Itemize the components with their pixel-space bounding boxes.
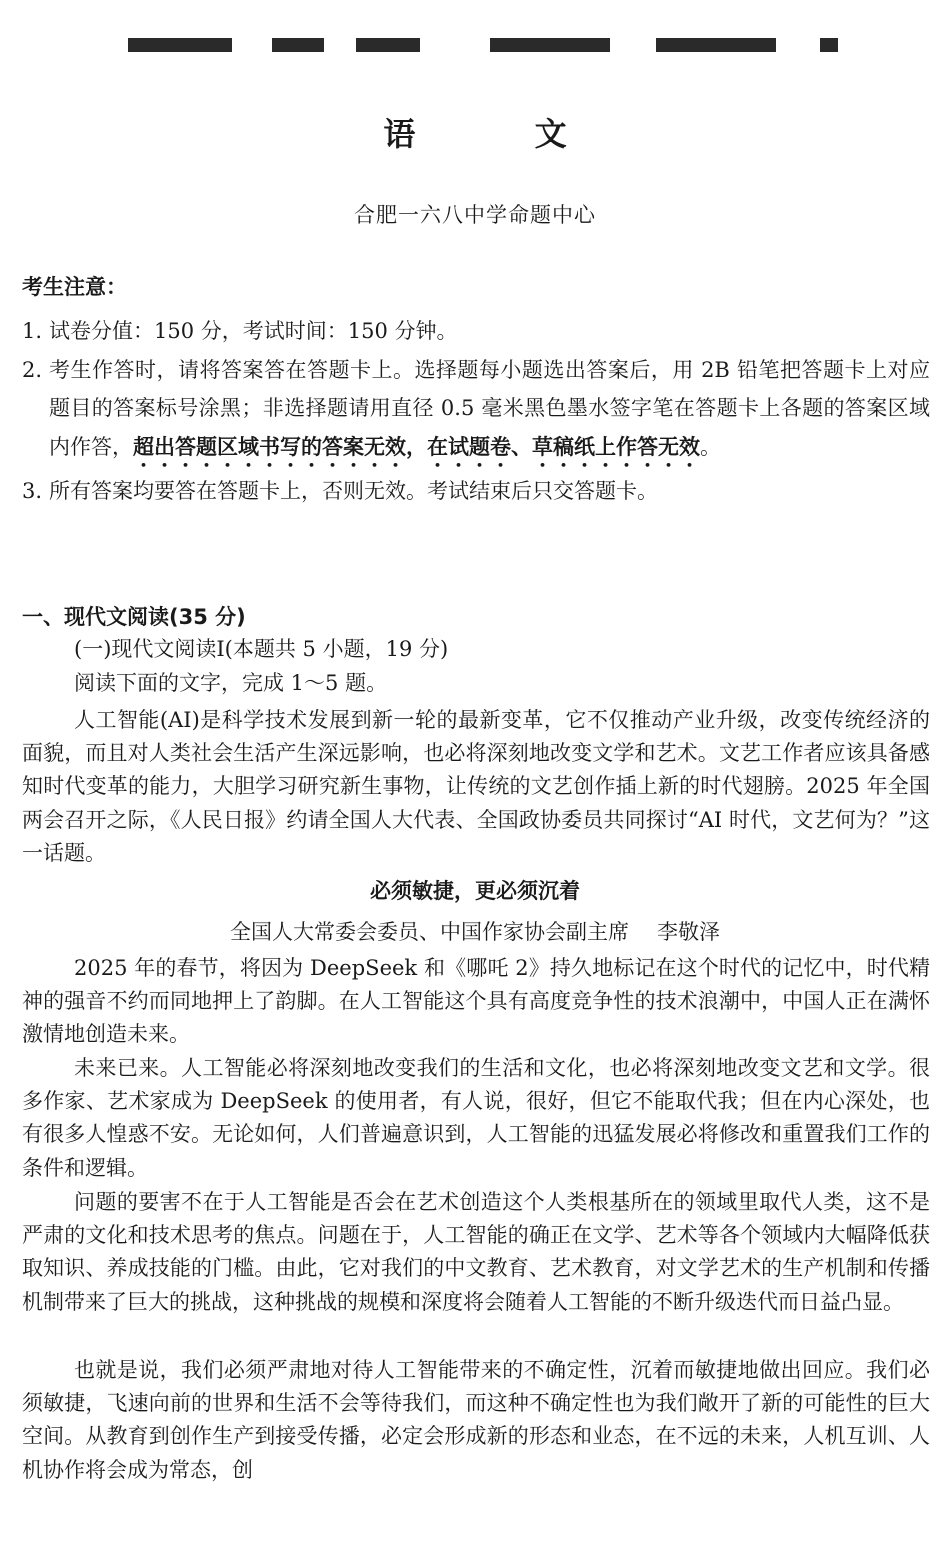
article-byline [0, 917, 950, 947]
byline-name: 李敬泽 [657, 920, 720, 944]
cropped-header-fragment [656, 38, 776, 52]
exam-title: 语 文 [383, 115, 621, 153]
section-heading: 一、现代文阅读(35 分) [22, 605, 246, 629]
cropped-header-fragment [356, 38, 420, 52]
intro-paragraph: 人工智能(AI)是科学技术发展到新一轮的最新变革，它不仅推动产业升级，改变传统经济的面貌，而且对人类社会生活产生深远影响，也必将深刻地改变文学和艺术。文艺工作者应该具备感知时代变革的能力，大胆学习研究新生事物，让传统的文艺创作插上新的时代翅膀。2025 年全国两会召开之际，《人民日报》约请全国人大代表、全国政协委员共同探讨“AI 时代，文艺何为？”这一话题。 [22, 708, 930, 865]
notice-item-text: 考生作答时，请将答案答在答题卡上。选择题每小题选出答案后，用 2B 铅笔把答题卡上对应题目的答案标号涂黑；非选择题请用直径 0.5 毫米黑色墨水签字笔在答题卡上各题的答案区域内作答， [49, 357, 930, 459]
notice-item-tail: 。 [700, 434, 721, 459]
reading-instruction: 阅读下面的文字，完成 1～5 题。 [74, 671, 388, 695]
byline-role: 全国人大常委会委员、中国作家协会副主席 [230, 920, 629, 944]
notice-item-number: 2. [22, 357, 43, 382]
notice-item [22, 312, 930, 351]
notice-emphasis-text: 超出答题区域书写的答案无效，在试题卷、草稿纸上作答无效 [133, 434, 700, 459]
notice-item-number: 3. [22, 478, 43, 503]
cropped-header-fragment [820, 38, 838, 52]
notice-heading: 考生注意： [22, 275, 127, 299]
cropped-header-fragment [272, 38, 324, 52]
notice-item [22, 351, 930, 472]
cropped-header-fragment [490, 38, 610, 52]
article-paragraph: 未来已来。人工智能必将深刻地改变我们的生活和文化，也必将深刻地改变文艺和文学。很多作家、艺术家成为 DeepSeek 的使用者，有人说，很好，但它不能取代我；但在内心深处，也有很多人惶惑不安。无论如何，人们普遍意识到，人工智能的迅猛发展必将修改和重置我们工作的条件和逻辑。 [22, 1056, 930, 1180]
article-paragraph: 也就是说，我们必须严肃地对待人工智能带来的不确定性，沉着而敏捷地做出回应。我们必须敏捷，飞速向前的世界和生活不会等待我们，而这种不确定性也为我们敞开了新的可能性的巨大空间。从教育到创作生产到接受传播，必定会形成新的形态和业态，在不远的未来，人机互训、人机协作将会成为常态，创 [22, 1358, 930, 1482]
notice-item-text: 所有答案均要答在答题卡上，否则无效。考试结束后只交答题卡。 [49, 478, 658, 503]
notice-list [22, 312, 930, 510]
notice-item-text: 试卷分值：150 分，考试时间：150 分钟。 [49, 319, 458, 343]
section-subheading: (一)现代文阅读Ⅰ(本题共 5 小题，19 分) [74, 637, 449, 661]
exam-author-org: 合肥一六八中学命题中心 [354, 203, 596, 227]
article-paragraph: 2025 年的春节，将因为 DeepSeek 和《哪吒 2》持久地标记在这个时代的记忆中，时代精神的强音不约而同地押上了韵脚。在人工智能这个具有高度竞争性的技术浪潮中，中国人正在满怀激情地创造未来。 [22, 956, 930, 1047]
article-paragraph: 问题的要害不在于人工智能是否会在艺术创造这个人类根基所在的领域里取代人类，这不是严肃的文化和技术思考的焦点。问题在于，人工智能的确正在文学、艺术等各个领域内大幅降低获取知识、养成技能的门槛。由此，它对我们的中文教育、艺术教育，对文学艺术的生产机制和传播机制带来了巨大的挑战，这种挑战的规模和深度将会随着人工智能的不断升级迭代而日益凸显。 [22, 1190, 930, 1314]
notice-item-number: 1. [22, 319, 43, 343]
notice-item [22, 472, 930, 511]
cropped-header-fragment [128, 38, 232, 52]
article-title: 必须敏捷，更必须沉着 [370, 879, 580, 903]
